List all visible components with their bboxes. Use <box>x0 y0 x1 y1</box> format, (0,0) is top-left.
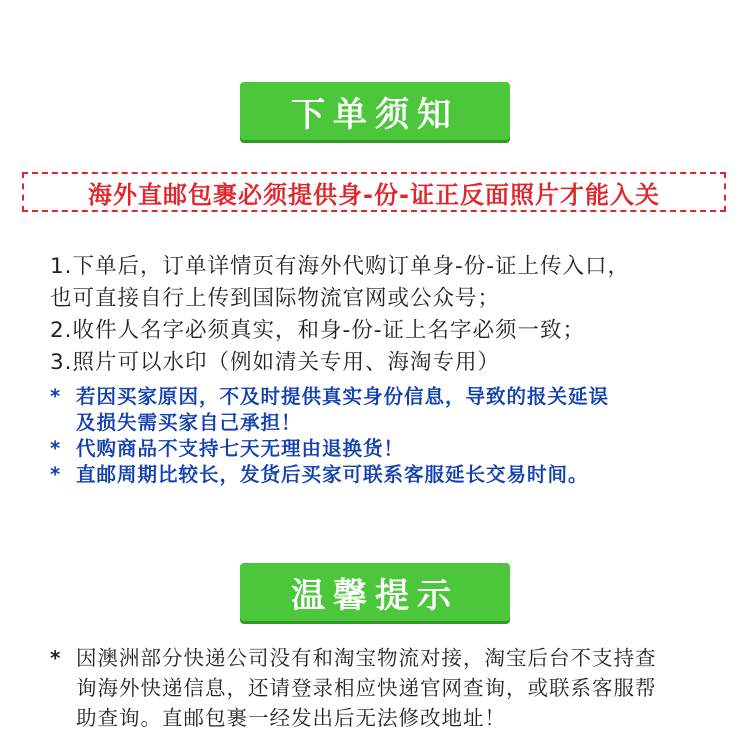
warning-1 <box>50 381 609 409</box>
warning-3-text: 直邮周期比较长，发货后买家可联系客服延长交易时间。 <box>76 463 589 486</box>
tip-line-3: 助查询。直邮包裹一经发出后无法修改地址！ <box>76 706 506 730</box>
id-card-notice-box <box>22 172 726 212</box>
warning-1-cont: 及损失需买家自己承担！ <box>76 411 302 434</box>
id-card-notice-text: 海外直邮包裹必须提供身-份-证正反面照片才能入关 <box>88 180 660 209</box>
tip-line-2: 询海外快递信息，还请登录相应快递官网查询，或联系客服帮 <box>76 676 657 700</box>
order-item-3: 3.照片可以水印（例如清关专用、海淘专用） <box>50 350 501 375</box>
star-icon: * <box>50 385 62 408</box>
warning-2 <box>50 433 404 461</box>
section-title-warm-tips: 温馨提示 <box>240 563 510 621</box>
tip-line-1 <box>50 641 657 671</box>
order-item-1: 1.下单后，订单详情页有海外代购订单身-份-证上传入口， <box>50 254 631 279</box>
order-item-2: 2.收件人名字必须真实，和身-份-证上名字必须一致； <box>50 318 586 343</box>
tip-line-1-text: 因澳洲部分快递公司没有和淘宝物流对接，淘宝后台不支持查 <box>76 646 657 670</box>
star-icon: * <box>50 463 62 486</box>
order-item-1-cont: 也可直接自行上传到国际物流官网或公众号； <box>50 286 501 311</box>
section-title-order-notice: 下单须知 <box>240 82 510 140</box>
warning-3 <box>50 459 589 487</box>
warning-1-text: 若因买家原因，不及时提供真实身份信息，导致的报关延误 <box>76 385 610 408</box>
star-icon: * <box>50 437 62 460</box>
star-icon: * <box>50 646 62 670</box>
warning-2-text: 代购商品不支持七天无理由退换货！ <box>76 437 405 460</box>
